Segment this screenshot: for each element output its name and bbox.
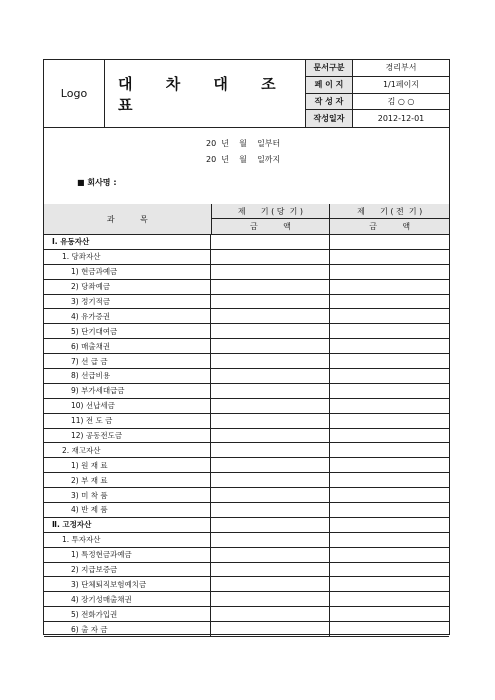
table-row — [44, 339, 449, 354]
table-row — [44, 503, 449, 518]
table-row — [44, 577, 449, 592]
table-row — [44, 607, 449, 622]
previous-amount-cell[interactable] — [330, 399, 449, 413]
table-row — [44, 235, 449, 250]
meta-value: 1/1페이지 — [382, 80, 420, 90]
meta-row-date — [306, 110, 449, 127]
current-amount-cell[interactable] — [211, 384, 330, 398]
account-name: 4) 장기성매출채권 — [44, 592, 211, 606]
table-body — [44, 235, 449, 637]
table-row — [44, 399, 449, 414]
previous-amount-cell[interactable] — [330, 324, 449, 338]
current-amount-cell[interactable] — [211, 339, 330, 353]
table-row — [44, 324, 449, 339]
table-row — [44, 280, 449, 295]
form-header — [44, 60, 449, 128]
meta-row-doc-type — [306, 60, 449, 77]
period-from: 20 년 월 일부터 — [206, 139, 281, 148]
current-period-label: 제 기 ( 당 기 ) — [212, 204, 330, 219]
table-row — [44, 354, 449, 369]
previous-amount-cell[interactable] — [330, 309, 449, 323]
previous-amount-cell[interactable] — [330, 592, 449, 606]
account-name: 1. 투자자산 — [44, 533, 211, 547]
col-subject-header: 과 목 — [44, 204, 212, 234]
account-name: 12) 공동전도금 — [44, 429, 211, 443]
account-name: 9) 부가세대급금 — [44, 384, 211, 398]
account-name: 10) 선납세금 — [44, 399, 211, 413]
account-name: 7) 선 급 금 — [44, 354, 211, 368]
previous-amount-cell[interactable] — [330, 503, 449, 517]
meta-label: 페 이 지 — [306, 77, 353, 93]
current-amount-cell[interactable] — [211, 295, 330, 309]
current-amount-label: 금 액 — [250, 222, 291, 231]
current-amount-cell[interactable] — [211, 443, 330, 457]
meta-value: 2012-12-01 — [377, 114, 425, 124]
current-amount-cell[interactable] — [211, 563, 330, 577]
account-name: 1) 현금과예금 — [44, 265, 211, 279]
table-row — [44, 443, 449, 458]
previous-amount-cell[interactable] — [330, 458, 449, 472]
current-amount-cell[interactable] — [211, 577, 330, 591]
current-amount-cell[interactable] — [211, 235, 330, 249]
current-amount-cell[interactable] — [211, 548, 330, 562]
current-amount-cell[interactable] — [211, 414, 330, 428]
meta-value: 김 ○ ○ — [387, 96, 415, 106]
meta-value: 경리부서 — [385, 63, 417, 73]
table-row — [44, 414, 449, 429]
previous-amount-cell[interactable] — [330, 265, 449, 279]
account-name: 8) 선급비용 — [44, 369, 211, 383]
previous-amount-cell[interactable] — [330, 339, 449, 353]
account-name: 4) 반 제 품 — [44, 503, 211, 517]
current-amount-cell[interactable] — [211, 280, 330, 294]
account-name: 3) 단체퇴직보험예치금 — [44, 577, 211, 591]
table-row — [44, 369, 449, 384]
meta-row-author — [306, 94, 449, 111]
account-name: 3) 미 착 품 — [44, 488, 211, 502]
company-name-label: ■ 회사명 : — [77, 178, 117, 187]
meta-label: 작 성 자 — [306, 94, 353, 110]
account-name: 11) 전 도 금 — [44, 414, 211, 428]
current-amount-cell[interactable] — [211, 354, 330, 368]
col-previous-header — [330, 204, 449, 234]
account-name: Ⅱ. 고정자산 — [44, 518, 211, 532]
account-name: 2) 부 재 료 — [44, 473, 211, 487]
table-row — [44, 429, 449, 444]
previous-amount-cell[interactable] — [330, 473, 449, 487]
document-meta-table — [306, 60, 449, 127]
previous-amount-cell[interactable] — [330, 235, 449, 249]
account-name: 2) 당좌예금 — [44, 280, 211, 294]
account-name: 5) 전화가입권 — [44, 607, 211, 621]
table-row — [44, 592, 449, 607]
previous-amount-cell[interactable] — [330, 607, 449, 621]
account-name: 5) 단기대여금 — [44, 324, 211, 338]
logo: Logo — [44, 60, 105, 127]
current-amount-cell[interactable] — [211, 503, 330, 517]
table-row — [44, 265, 449, 280]
previous-amount-cell[interactable] — [330, 518, 449, 532]
account-name: 1. 당좌자산 — [44, 250, 211, 264]
account-table — [44, 204, 449, 637]
previous-amount-cell[interactable] — [330, 280, 449, 294]
previous-amount-cell[interactable] — [330, 429, 449, 443]
table-row — [44, 384, 449, 399]
table-row — [44, 622, 449, 637]
previous-amount-cell[interactable] — [330, 563, 449, 577]
previous-amount-cell[interactable] — [330, 577, 449, 591]
current-amount-cell[interactable] — [211, 607, 330, 621]
balance-sheet-form — [43, 59, 450, 635]
previous-amount-cell[interactable] — [330, 250, 449, 264]
col-current-header — [212, 204, 331, 234]
account-name: 3) 정기적금 — [44, 295, 211, 309]
current-amount-cell[interactable] — [211, 518, 330, 532]
period-to: 20 년 월 일까지 — [206, 155, 281, 164]
current-amount-cell[interactable] — [211, 533, 330, 547]
table-row — [44, 533, 449, 548]
meta-label: 문서구분 — [306, 60, 353, 76]
current-amount-cell[interactable] — [211, 265, 330, 279]
page-title: 대 차 대 조 표 — [104, 60, 306, 127]
previous-amount-cell[interactable] — [330, 533, 449, 547]
previous-amount-cell[interactable] — [330, 488, 449, 502]
previous-amount-cell[interactable] — [330, 443, 449, 457]
current-amount-cell[interactable] — [211, 324, 330, 338]
account-name: 2) 지급보증금 — [44, 563, 211, 577]
previous-amount-label: 금 액 — [369, 222, 411, 231]
table-row — [44, 473, 449, 488]
table-row — [44, 458, 449, 473]
previous-amount-cell[interactable] — [330, 354, 449, 368]
previous-amount-cell[interactable] — [330, 414, 449, 428]
previous-amount-cell[interactable] — [330, 295, 449, 309]
account-name: 6) 매출채권 — [44, 339, 211, 353]
table-row — [44, 548, 449, 563]
table-row — [44, 563, 449, 578]
current-amount-cell[interactable] — [211, 250, 330, 264]
previous-amount-cell[interactable] — [330, 548, 449, 562]
account-name: Ⅰ. 유동자산 — [44, 235, 211, 249]
meta-row-page — [306, 77, 449, 94]
current-amount-cell[interactable] — [211, 458, 330, 472]
table-header — [44, 204, 449, 235]
current-amount-cell[interactable] — [211, 473, 330, 487]
previous-amount-cell[interactable] — [330, 384, 449, 398]
previous-period-label: 제 기 ( 전 기 ) — [330, 204, 449, 219]
current-amount-cell[interactable] — [211, 309, 330, 323]
current-amount-cell[interactable] — [211, 369, 330, 383]
current-amount-cell[interactable] — [211, 488, 330, 502]
previous-amount-cell[interactable] — [330, 369, 449, 383]
account-name: 6) 출 자 금 — [44, 622, 211, 636]
previous-amount-cell[interactable] — [330, 622, 449, 636]
table-row — [44, 250, 449, 265]
account-name: 4) 유가증권 — [44, 309, 211, 323]
table-row — [44, 488, 449, 503]
period-section — [44, 127, 449, 205]
current-amount-cell[interactable] — [211, 622, 330, 636]
account-name: 2. 재고자산 — [44, 443, 211, 457]
account-name: 1) 특정현금과예금 — [44, 548, 211, 562]
current-amount-cell[interactable] — [211, 592, 330, 606]
meta-label: 작성일자 — [306, 110, 353, 127]
table-row — [44, 518, 449, 533]
table-row — [44, 295, 449, 310]
current-amount-cell[interactable] — [211, 399, 330, 413]
account-name: 1) 원 재 료 — [44, 458, 211, 472]
current-amount-cell[interactable] — [211, 429, 330, 443]
table-row — [44, 309, 449, 324]
